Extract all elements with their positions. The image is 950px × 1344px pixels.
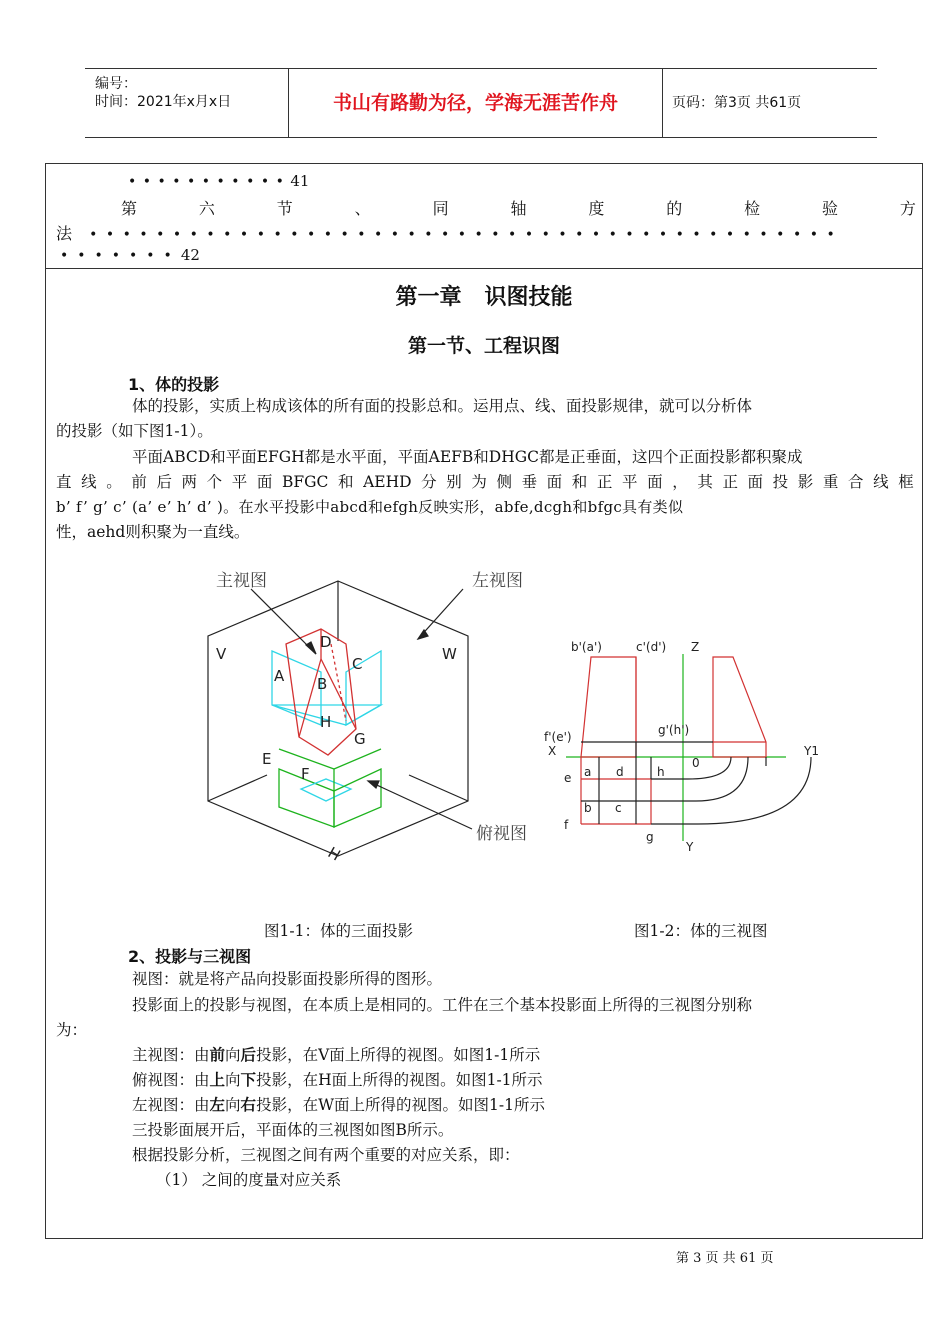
- chapter-title: 第一章 识图技能: [395, 285, 573, 310]
- view-bold: 前: [209, 1046, 226, 1064]
- label-x: X: [548, 744, 557, 758]
- word: 合: [847, 473, 864, 491]
- figure-1-2-caption: 图1-2：体的三视图: [634, 922, 768, 940]
- para-3: 视图：就是将产品向投影面投影所得的图形。: [132, 970, 443, 988]
- label-y1: Y1: [804, 744, 819, 758]
- toc-char: 验: [822, 199, 839, 218]
- left-side-projection: [272, 651, 321, 725]
- toc-dots-4: •••••••: [60, 248, 181, 264]
- word: 面: [256, 473, 273, 491]
- word: 垂: [521, 473, 538, 491]
- point-f: F: [301, 765, 310, 783]
- view-line-front: [132, 1043, 540, 1068]
- label-c: c: [615, 801, 622, 815]
- para-5: 三投影面展开后，平面体的三视图如图B所示。: [132, 1121, 454, 1139]
- plane-w-label: W: [442, 645, 457, 663]
- view-text: 向: [225, 1096, 241, 1114]
- toc-dots-3: •••••••••••••••••••••••••••••••••••••••••••••: [89, 227, 844, 243]
- word: 。: [106, 473, 122, 491]
- header-motto-cell: [288, 69, 663, 137]
- para-4-line-1: 投影面上的投影与视图，在本质上是相同的。工件在三个基本投影面上所得的三视图分别称: [132, 996, 753, 1014]
- point-e: E: [262, 750, 272, 768]
- para-2-line-1: 平面ABCD和平面EFGH都是水平面，平面AEFB和DHGC都是正垂面，这四个正面投影都积聚成: [132, 448, 803, 466]
- label-top-view: 俯视图: [476, 824, 527, 844]
- label-o: 0: [692, 756, 700, 770]
- word: 面: [546, 473, 563, 491]
- toc-dots-1: •••••••••••: [128, 174, 291, 190]
- section-title: 第一节、工程识图: [407, 335, 560, 357]
- view-bold: 右: [240, 1096, 257, 1114]
- label-y: Y: [686, 840, 694, 854]
- word: 为: [471, 473, 487, 491]
- word: 正: [596, 473, 613, 491]
- view-text: 俯视图：由: [132, 1071, 210, 1089]
- label-z: Z: [691, 640, 700, 654]
- word: 分: [421, 473, 437, 491]
- para-4-line-2: 为：: [56, 1021, 88, 1039]
- figure-1-2: [516, 629, 846, 869]
- label-f-e: f'(e'): [544, 730, 572, 744]
- word: 正: [722, 473, 738, 491]
- word: 重: [822, 473, 839, 491]
- motto-text: 书山有路勤为径，学海无涯苦作舟: [332, 92, 618, 114]
- toc-line-2: [121, 196, 916, 219]
- projection-box-frame: [208, 581, 468, 856]
- label-h: h: [657, 765, 665, 779]
- word: 平: [622, 473, 638, 491]
- heading-1: 1、体的投影: [128, 375, 220, 394]
- header-table: [85, 68, 877, 138]
- point-h: H: [320, 713, 332, 731]
- toc-char: 方: [899, 199, 916, 218]
- view-text: 左视图：由: [132, 1096, 210, 1114]
- label-g: g: [646, 830, 654, 844]
- point-d: D: [320, 633, 332, 651]
- word: 个: [206, 473, 223, 491]
- word: 后: [156, 473, 172, 491]
- para-7: （1） 之间的度量对应关系: [156, 1171, 342, 1189]
- view-text: 向: [225, 1046, 241, 1064]
- toc-char: 节: [276, 199, 293, 218]
- label-b-a: b'(a'): [571, 640, 602, 654]
- heading-2: 2、投影与三视图: [128, 947, 252, 966]
- toc-divider: [46, 268, 922, 269]
- word: 别: [446, 473, 462, 491]
- label-main-view: 主视图: [216, 571, 267, 591]
- content-box: [45, 163, 923, 1239]
- para-6: 根据投影分析，三视图之间有两个重要的对应关系，即：: [132, 1146, 520, 1164]
- header-right-cell: [662, 69, 877, 137]
- word: 线: [81, 473, 97, 491]
- toc-line-3: [56, 221, 843, 244]
- toc-page-41: 41: [290, 172, 310, 190]
- toc-line-1: [128, 172, 309, 190]
- view-text: 投影，在W面上所得的视图。如图1-1所示: [256, 1096, 545, 1114]
- word: AEHD: [363, 473, 412, 491]
- word: ，: [672, 473, 688, 491]
- toc-char: 轴: [510, 199, 527, 218]
- word: 直: [56, 473, 72, 491]
- word: 侧: [496, 473, 512, 491]
- label-g-h: g'(h'): [658, 723, 690, 737]
- point-a: A: [274, 667, 285, 685]
- view-text: 投影，在H面上所得的视图。如图1-1所示: [256, 1071, 543, 1089]
- para-1-line-1: 体的投影，实质上构成该体的所有面的投影总和。运用点、线、面投影规律，就可以分析体: [132, 397, 753, 415]
- para-2-line-4: 性，aehd则积聚为一直线。: [56, 523, 250, 541]
- figure-1-1: [156, 559, 527, 889]
- word: 两: [181, 473, 198, 491]
- label-e: e: [564, 771, 572, 785]
- toc-page-42: 42: [180, 246, 200, 264]
- word: 面: [647, 473, 663, 491]
- label-left-view: 左视图: [472, 571, 523, 591]
- view-bold: 上: [209, 1071, 226, 1089]
- footer-page-number: 第 3 页 共 61 页: [676, 1251, 774, 1266]
- bottom-projection-right: [334, 769, 381, 827]
- toc-char: 同: [432, 199, 449, 218]
- view-bold: 后: [240, 1046, 257, 1064]
- header-left-cell: [85, 69, 288, 137]
- word: 投: [772, 473, 789, 491]
- toc-char: 法: [56, 224, 73, 243]
- number-label: 编号：: [95, 76, 137, 92]
- word: 和: [571, 473, 588, 491]
- word: BFGC: [281, 473, 329, 491]
- plane-v-label: V: [216, 645, 227, 663]
- toc-char: 的: [666, 199, 683, 218]
- point-c: C: [352, 655, 363, 673]
- view-text: 投影，在V面上所得的视图。如图1-1所示: [256, 1046, 541, 1064]
- label-f: f: [564, 818, 569, 832]
- point-g: G: [354, 730, 366, 748]
- para-2-line-3: b’ f’ g’ c’ (a’ e’ h’ d’ )。在水平投影中abcd和efgh反映实形，abfe,dcgh和bfgc具有类似: [56, 498, 684, 516]
- toc-char: 、: [354, 199, 371, 218]
- para-2-line-2: [56, 470, 914, 495]
- label-b: b: [584, 801, 592, 815]
- word: 框: [898, 473, 914, 491]
- view-line-top: [132, 1068, 543, 1093]
- time-label: 时间：2021年x月x日: [95, 94, 232, 110]
- view-bold: 左: [209, 1096, 226, 1114]
- view-line-left: [132, 1093, 545, 1118]
- page-label: 页码：第3页 共61页: [672, 95, 802, 111]
- toc-line-4: [60, 246, 200, 264]
- plane-h-label: H: [324, 843, 344, 865]
- word: 线: [873, 473, 889, 491]
- word: 影: [797, 473, 814, 491]
- word: 前: [131, 473, 147, 491]
- view-bold: 下: [240, 1071, 257, 1089]
- label-a: a: [584, 765, 592, 779]
- view-text: 向: [225, 1071, 241, 1089]
- word: 和: [337, 473, 354, 491]
- word: 面: [747, 473, 764, 491]
- figure-1-1-caption: 图1-1：体的三面投影: [264, 922, 413, 940]
- toc-char: 六: [198, 199, 215, 218]
- toc-char: 度: [588, 199, 605, 218]
- label-d: d: [616, 765, 624, 779]
- para-1-line-2: 的投影（如下图1-1）。: [56, 422, 213, 440]
- word: 其: [697, 473, 713, 491]
- word: 平: [231, 473, 248, 491]
- label-c-d: c'(d'): [636, 640, 667, 654]
- toc-char: 第: [121, 199, 138, 218]
- toc-char: 检: [744, 199, 761, 218]
- view-text: 主视图：由: [132, 1046, 210, 1064]
- point-b: B: [317, 675, 328, 693]
